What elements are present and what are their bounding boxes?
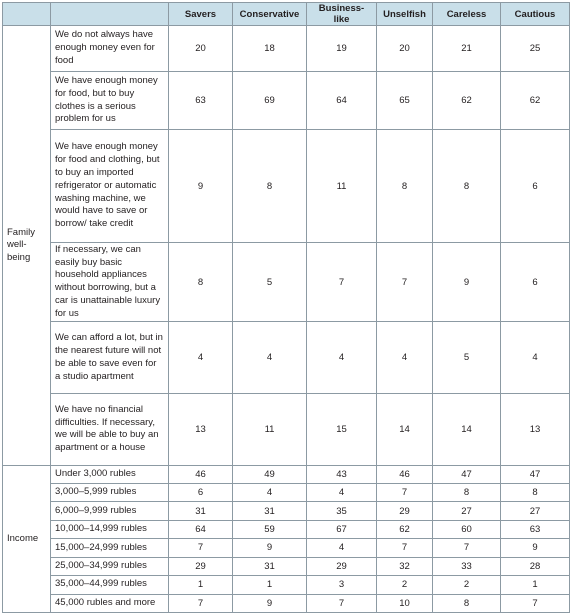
table-row <box>3 322 570 394</box>
value-cell: 1 <box>233 576 307 594</box>
value-cell: 28 <box>501 557 570 575</box>
value-cell: 35 <box>307 502 377 520</box>
value-cell: 9 <box>233 539 307 557</box>
value-cell: 6 <box>501 242 570 322</box>
value-cell: 11 <box>233 394 307 466</box>
value-cell: 59 <box>233 520 307 538</box>
value-cell: 7 <box>169 539 233 557</box>
row-label: 45,000 rubles and more <box>51 594 169 613</box>
value-cell: 7 <box>377 242 433 322</box>
table-row <box>3 394 570 466</box>
row-label: Under 3,000 rubles <box>51 465 169 483</box>
table-row <box>3 594 570 613</box>
value-cell: 4 <box>307 539 377 557</box>
value-cell: 25 <box>501 26 570 72</box>
value-cell: 3 <box>307 576 377 594</box>
row-label: 10,000–14,999 rubles <box>51 520 169 538</box>
table-row <box>3 520 570 538</box>
row-label: We do not always have enough money even for food <box>51 26 169 72</box>
value-cell: 63 <box>169 72 233 130</box>
value-cell: 13 <box>169 394 233 466</box>
value-cell: 10 <box>377 594 433 613</box>
table-row <box>3 130 570 243</box>
header-blank-label <box>51 3 169 26</box>
table-row <box>3 26 570 72</box>
value-cell: 29 <box>169 557 233 575</box>
value-cell: 6 <box>169 484 233 502</box>
row-label: We have enough money for food and clothing, but to buy an imported refrigerator or automatic washing machine, we would have to save or borrow/ take credit <box>51 130 169 243</box>
value-cell: 15 <box>307 394 377 466</box>
value-cell: 13 <box>501 394 570 466</box>
value-cell: 6 <box>501 130 570 243</box>
row-label: We can afford a lot, but in the nearest future will not be able to save even for a studio apartment <box>51 322 169 394</box>
value-cell: 43 <box>307 465 377 483</box>
value-cell: 31 <box>233 502 307 520</box>
value-cell: 21 <box>433 26 501 72</box>
value-cell: 7 <box>433 539 501 557</box>
row-group-label: Income <box>3 465 51 612</box>
table-row <box>3 539 570 557</box>
row-label: 3,000–5,999 rubles <box>51 484 169 502</box>
value-cell: 5 <box>233 242 307 322</box>
value-cell: 7 <box>501 594 570 613</box>
value-cell: 64 <box>169 520 233 538</box>
value-cell: 4 <box>233 322 307 394</box>
row-label: 25,000–34,999 rubles <box>51 557 169 575</box>
value-cell: 4 <box>307 484 377 502</box>
value-cell: 60 <box>433 520 501 538</box>
value-cell: 9 <box>501 539 570 557</box>
row-label: 6,000–9,999 rubles <box>51 502 169 520</box>
value-cell: 1 <box>501 576 570 594</box>
table-row <box>3 557 570 575</box>
column-header: Savers <box>169 3 233 26</box>
table-row <box>3 576 570 594</box>
value-cell: 47 <box>433 465 501 483</box>
value-cell: 33 <box>433 557 501 575</box>
value-cell: 4 <box>169 322 233 394</box>
table-body <box>3 26 570 613</box>
value-cell: 62 <box>377 520 433 538</box>
value-cell: 29 <box>377 502 433 520</box>
row-group-label: Family well-being <box>3 26 51 466</box>
value-cell: 20 <box>377 26 433 72</box>
value-cell: 46 <box>169 465 233 483</box>
row-label: 15,000–24,999 rubles <box>51 539 169 557</box>
value-cell: 9 <box>233 594 307 613</box>
value-cell: 19 <box>307 26 377 72</box>
value-cell: 14 <box>377 394 433 466</box>
value-cell: 4 <box>377 322 433 394</box>
value-cell: 49 <box>233 465 307 483</box>
value-cell: 31 <box>169 502 233 520</box>
value-cell: 2 <box>433 576 501 594</box>
data-table <box>2 2 570 613</box>
value-cell: 27 <box>501 502 570 520</box>
value-cell: 9 <box>433 242 501 322</box>
value-cell: 63 <box>501 520 570 538</box>
column-header: Business-like <box>307 3 377 26</box>
value-cell: 4 <box>307 322 377 394</box>
table-row <box>3 242 570 322</box>
value-cell: 7 <box>377 484 433 502</box>
value-cell: 9 <box>169 130 233 243</box>
value-cell: 69 <box>233 72 307 130</box>
value-cell: 62 <box>501 72 570 130</box>
value-cell: 8 <box>377 130 433 243</box>
table-row <box>3 484 570 502</box>
value-cell: 2 <box>377 576 433 594</box>
row-label: 35,000–44,999 rubles <box>51 576 169 594</box>
header-blank-group <box>3 3 51 26</box>
value-cell: 31 <box>233 557 307 575</box>
table-row <box>3 72 570 130</box>
header-row <box>3 3 570 26</box>
value-cell: 4 <box>233 484 307 502</box>
value-cell: 8 <box>433 130 501 243</box>
value-cell: 4 <box>501 322 570 394</box>
value-cell: 8 <box>233 130 307 243</box>
value-cell: 11 <box>307 130 377 243</box>
value-cell: 47 <box>501 465 570 483</box>
value-cell: 8 <box>501 484 570 502</box>
column-header: Cautious <box>501 3 570 26</box>
value-cell: 62 <box>433 72 501 130</box>
table-row <box>3 502 570 520</box>
value-cell: 67 <box>307 520 377 538</box>
row-label: We have enough money for food, but to buy clothes is a serious problem for us <box>51 72 169 130</box>
value-cell: 1 <box>169 576 233 594</box>
value-cell: 27 <box>433 502 501 520</box>
value-cell: 14 <box>433 394 501 466</box>
value-cell: 29 <box>307 557 377 575</box>
value-cell: 46 <box>377 465 433 483</box>
column-header: Careless <box>433 3 501 26</box>
value-cell: 65 <box>377 72 433 130</box>
value-cell: 7 <box>307 242 377 322</box>
value-cell: 18 <box>233 26 307 72</box>
row-label: We have no financial difficulties. If necessary, we will be able to buy an apartment or a house <box>51 394 169 466</box>
value-cell: 64 <box>307 72 377 130</box>
value-cell: 5 <box>433 322 501 394</box>
value-cell: 7 <box>307 594 377 613</box>
value-cell: 7 <box>377 539 433 557</box>
row-label: If necessary, we can easily buy basic household appliances without borrowing, but a car is unattainable luxury for us <box>51 242 169 322</box>
value-cell: 8 <box>433 484 501 502</box>
value-cell: 8 <box>169 242 233 322</box>
value-cell: 32 <box>377 557 433 575</box>
value-cell: 7 <box>169 594 233 613</box>
value-cell: 20 <box>169 26 233 72</box>
column-header: Conservative <box>233 3 307 26</box>
table-row <box>3 465 570 483</box>
value-cell: 8 <box>433 594 501 613</box>
column-header: Unselfish <box>377 3 433 26</box>
